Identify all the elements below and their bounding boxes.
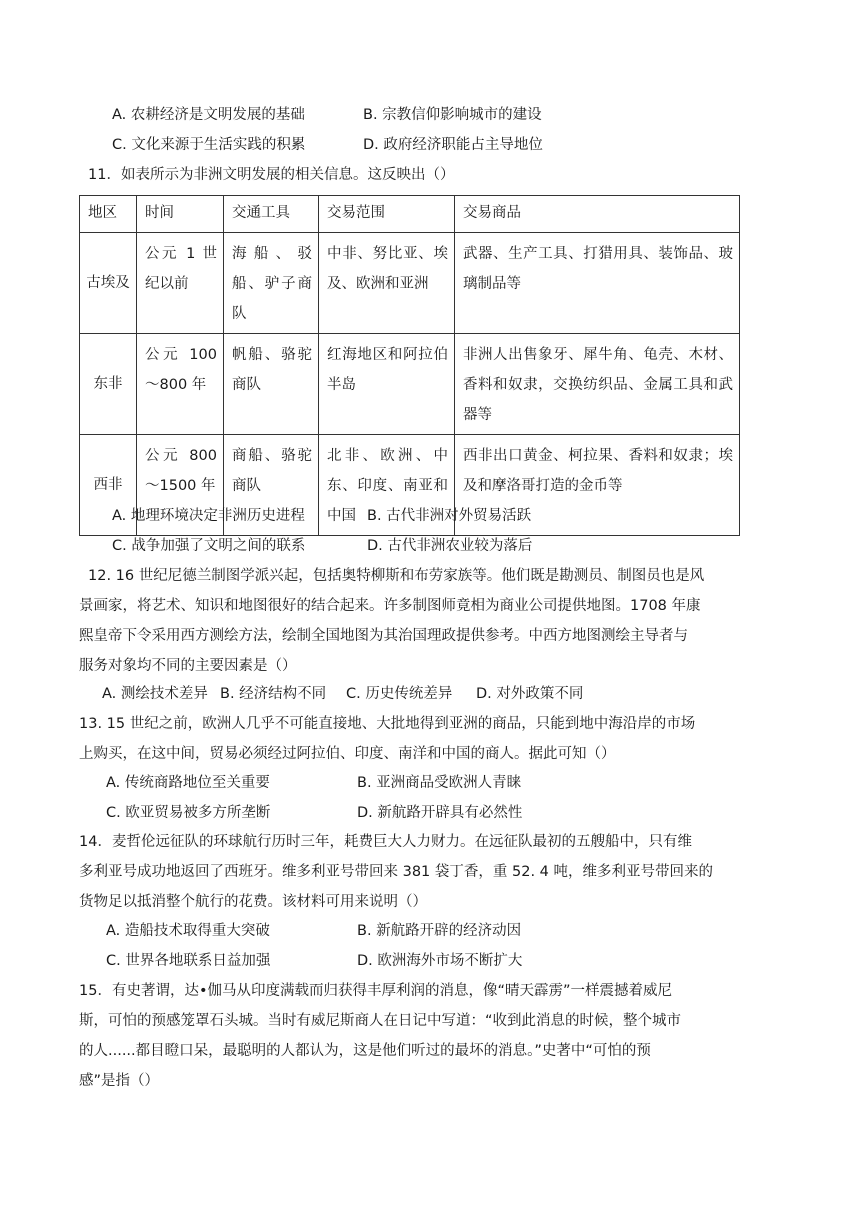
q14-option-b: B. 新航路开辟的经济动因: [357, 923, 522, 939]
table-cell-transport: 商船、骆驼商队: [224, 435, 319, 536]
table-header-cell: 时间: [137, 196, 224, 233]
table-cell-time: 公元 800～1500 年: [137, 435, 224, 536]
table-header-row: [80, 196, 740, 233]
q13-line: 上购买，在这中间，贸易必须经过阿拉伯、印度、南洋和中国的商人。据此可知（）: [79, 746, 616, 762]
q10-option-d: D. 政府经济职能占主导地位: [363, 137, 543, 153]
table-cell-range: 红海地区和阿拉伯半岛: [319, 334, 455, 435]
q14-line: 多利亚号成功地返回了西班牙。维多利亚号带回来 381 袋丁香，重 52. 4 吨，维多利亚号带回来的: [79, 864, 714, 880]
q10-option-a: A. 农耕经济是文明发展的基础: [112, 107, 305, 123]
q14-option-c: C. 世界各地联系日益加强: [106, 953, 271, 969]
q13-line: 13. 15 世纪之前，欧洲人几乎不可能直接地、大批地得到亚洲的商品，只能到地中海沿岸的市场: [79, 716, 696, 732]
q11-option-a: A. 地理环境决定非洲历史进程: [112, 508, 305, 524]
table-row: [80, 233, 740, 334]
q15-line: 的人......都目瞪口呆，最聪明的人都认为，这是他们听过的最坏的消息。”史著中“可怕的预: [79, 1043, 651, 1059]
q15-line: 斯，可怕的预感笼罩石头城。当时有威尼斯商人在日记中写道：“收到此消息的时候，整个城市: [79, 1013, 682, 1029]
q12-line: 熙皇帝下令采用西方测绘方法，绘制全国地图为其治国理政提供参考。中西方地图测绘主导者与: [79, 628, 688, 644]
q11-stem: 11．如表所示为非洲文明发展的相关信息。这反映出（）: [88, 167, 455, 183]
q15-line: 感”是指（）: [79, 1073, 160, 1089]
q13-option-c: C. 欧亚贸易被多方所垄断: [106, 805, 271, 821]
q14-option-a: A. 造船技术取得重大突破: [106, 923, 270, 939]
q15-line: 15．有史著谓，达•伽马从印度满载而归获得丰厚利润的消息，像“晴天霹雳”一样震撼着威尼: [79, 983, 673, 999]
table-row: [80, 334, 740, 435]
q11-option-b: B. 古代非洲对外贸易活跃: [367, 508, 532, 524]
table-header-cell: 交易范围: [319, 196, 455, 233]
table-cell-transport: 海船、驳船、驴子商队: [224, 233, 319, 334]
africa-trade-table: [79, 195, 740, 536]
q12-option-d: D. 对外政策不同: [476, 686, 584, 702]
q12-option-a: A. 测绘技术差异: [102, 686, 208, 702]
q14-line: 14．麦哲伦远征队的环球航行历时三年，耗费巨大人力财力。在远征队最初的五艘船中，只有维: [79, 834, 692, 850]
q11-option-c: C. 战争加强了文明之间的联系: [112, 538, 306, 554]
table-cell-goods: 非洲人出售象牙、犀牛角、龟壳、木材、香料和奴隶，交换纺织品、金属工具和武器等: [455, 334, 740, 435]
q13-option-b: B. 亚洲商品受欧洲人青睐: [357, 775, 522, 791]
table-cell-range: 北非、欧洲、中东、印度、南亚和中国: [319, 435, 455, 536]
q13-option-a: A. 传统商路地位至关重要: [106, 775, 270, 791]
q14-option-d: D. 欧洲海外市场不断扩大: [357, 953, 523, 969]
q12-option-c: C. 历史传统差异: [346, 686, 453, 702]
q11-option-d: D. 古代非洲农业较为落后: [367, 538, 533, 554]
table-cell-time: 公元 100～800 年: [137, 334, 224, 435]
table-cell-transport: 帆船、骆驼商队: [224, 334, 319, 435]
q12-line: 景画家，将艺术、知识和地图很好的结合起来。许多制图师竟相为商业公司提供地图。1708 年康: [79, 598, 701, 614]
q13-option-d: D. 新航路开辟具有必然性: [357, 805, 523, 821]
q10-option-b: B. 宗教信仰影响城市的建设: [363, 107, 542, 123]
table-cell-goods: 西非出口黄金、柯拉果、香料和奴隶；埃及和摩洛哥打造的金币等: [455, 435, 740, 536]
q12-line: 服务对象均不同的主要因素是（）: [79, 658, 297, 674]
q12-line: 12. 16 世纪尼德兰制图学派兴起，包括奥特柳斯和布劳家族等。他们既是勘测员、制图员也是风: [88, 568, 705, 584]
table-cell-region: 古埃及: [80, 233, 137, 334]
table-cell-region: 东非: [80, 334, 137, 435]
q10-option-c: C. 文化来源于生活实践的积累: [112, 137, 306, 153]
table-cell-region: 西非: [80, 435, 137, 536]
table-header-cell: 交易商品: [455, 196, 740, 233]
table-cell-range: 中非、努比亚、埃及、欧洲和亚洲: [319, 233, 455, 334]
table-header-cell: 地区: [80, 196, 137, 233]
table-cell-time: 公元 1 世纪以前: [137, 233, 224, 334]
table-cell-goods: 武器、生产工具、打猎用具、装饰品、玻璃制品等: [455, 233, 740, 334]
q12-option-b: B. 经济结构不同: [220, 686, 327, 702]
q14-line: 货物足以抵消整个航行的花费。该材料可用来说明（）: [79, 894, 427, 910]
table-header-cell: 交通工具: [224, 196, 319, 233]
